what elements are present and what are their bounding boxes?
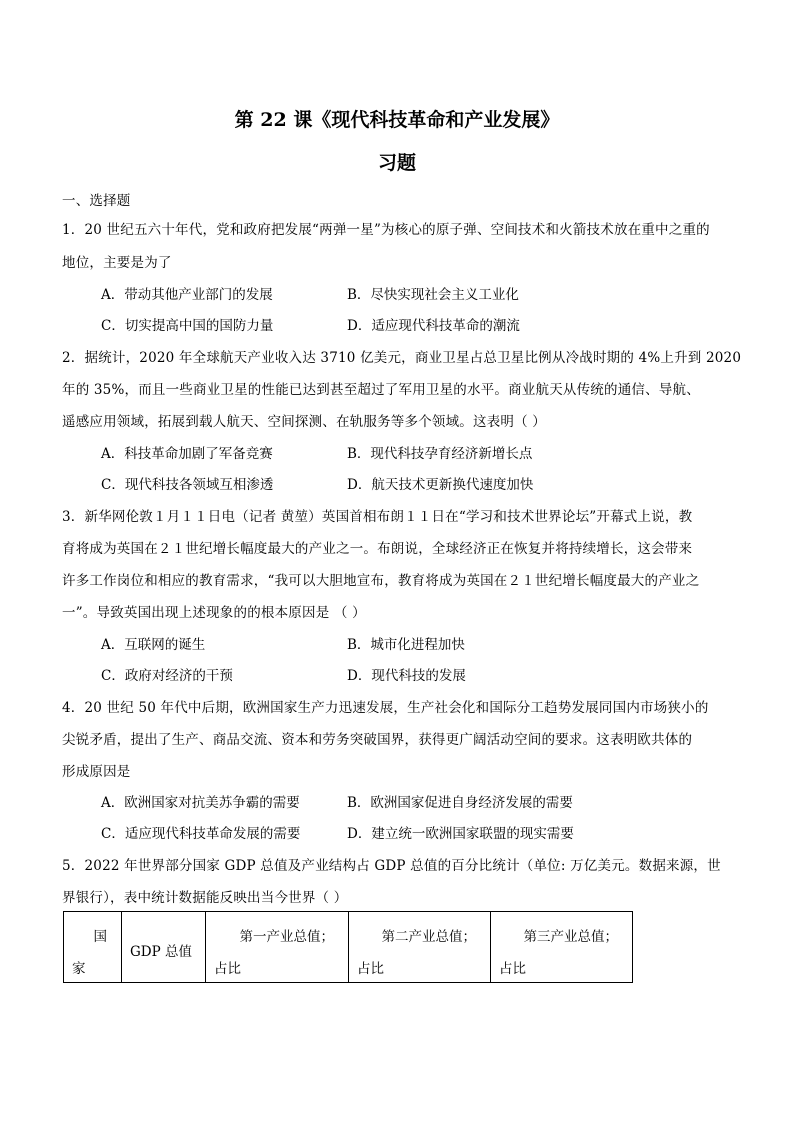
question-3-option-a: A．互联网的诞生 (101, 637, 206, 653)
question-2-line-1: 2．据统计，2020 年全球航天产业收入达 3710 亿美元，商业卫星占总卫星比例从冷战时期的 4%上升到 2020 (62, 350, 742, 366)
header-country (64, 912, 122, 983)
question-3-option-c: C．政府对经济的干预 (101, 668, 233, 684)
header-secondary-top: 第二产业总值； (381, 929, 476, 945)
question-3-line-4: 一”。导致英国出现上述现象的的根本原因是 （ ） (62, 605, 366, 621)
header-secondary-bottom: 占比 (357, 961, 384, 977)
header-gdp (122, 912, 206, 983)
header-country-bottom: 家 (72, 961, 86, 977)
question-1-option-c: C．切实提高中国的国防力量 (101, 318, 274, 334)
question-4-option-b: B．欧洲国家促进自身经济发展的需要 (347, 795, 573, 811)
question-5-line-2: 界银行），表中统计数据能反映出当今世界（ ） (62, 890, 348, 906)
question-1-option-d: D．适应现代科技革命的潮流 (347, 318, 520, 334)
question-4-line-3: 形成原因是 (62, 764, 131, 780)
header-tertiary-industry (491, 912, 633, 983)
header-primary-bottom: 占比 (214, 961, 241, 977)
header-tertiary-bottom: 占比 (499, 961, 526, 977)
header-tertiary-top: 第三产业总值； (523, 929, 618, 945)
header-primary-top: 第一产业总值； (239, 929, 334, 945)
question-1-line-1: 1．20 世纪五六十年代，党和政府把发展“两弹一星”为核心的原子弹、空间技术和火箭技术放在重中之重的 (62, 222, 710, 238)
header-primary-industry (206, 912, 349, 983)
question-5-line-1: 5．2022 年世界部分国家 GDP 总值及产业结构占 GDP 总值的百分比统计（单位: 万亿美元。数据来源，世 (62, 858, 721, 874)
header-gdp-label: GDP 总值 (130, 944, 192, 960)
question-3-line-1: 3．新华网伦敦１月１１日电（记者 黄堃）英国首相布朗１１日在“学习和技术世界论坛”开幕式上说，教 (62, 509, 693, 525)
section-heading: 一、选择题 (62, 193, 131, 209)
question-3-option-b: B．城市化进程加快 (347, 637, 465, 653)
question-4-option-d: D．建立统一欧洲国家联盟的现实需要 (347, 826, 574, 842)
header-country-top: 国 (93, 929, 107, 945)
exercise-subtitle: 习题 (377, 152, 416, 174)
question-2-line-2: 年的 35%，而且一些商业卫星的性能已达到甚至超过了军用卫星的水平。商业航天从传统的通信、导航、 (62, 382, 700, 398)
question-4-line-1: 4．20 世纪 50 年代中后期，欧洲国家生产力迅速发展，生产社会化和国际分工趋势发展同国内市场狭小的 (62, 700, 709, 716)
table-header-row (64, 912, 633, 983)
question-4-option-c: C．适应现代科技革命发展的需要 (101, 826, 301, 842)
question-3-line-2: 育将成为英国在２１世纪增长幅度最大的产业之一。布朗说，全球经济正在恢复并将持续增长，这会带来 (62, 541, 693, 557)
question-3-line-3: 许多工作岗位和相应的教育需求，“我可以大胆地宣布，教育将成为英国在２１世纪增长幅度最大的产业之 (62, 573, 700, 589)
question-1-option-b: B．尽快实现社会主义工业化 (347, 287, 519, 303)
question-2-line-3: 遥感应用领域，拓展到载人航天、空间探测、在轨服务等多个领域。这表明（ ） (62, 414, 546, 430)
gdp-table (63, 911, 633, 983)
lesson-title: 第 22 课《现代科技革命和产业发展》 (234, 109, 560, 131)
question-1-line-2: 地位，主要是为了 (62, 255, 172, 271)
question-1-option-a: A．带动其他产业部门的发展 (101, 287, 273, 303)
question-2-option-d: D．航天技术更新换代速度加快 (347, 477, 534, 493)
question-2-option-a: A．科技革命加剧了军备竞赛 (101, 446, 273, 462)
question-4-line-2: 尖锐矛盾，提出了生产、商品交流、资本和劳务突破国界，获得更广阔活动空间的要求。这表明欧共体的 (62, 732, 693, 748)
question-2-option-c: C．现代科技各领域互相渗透 (101, 477, 274, 493)
question-3-option-d: D．现代科技的发展 (347, 668, 466, 684)
header-secondary-industry (349, 912, 491, 983)
question-2-option-b: B．现代科技孕育经济新增长点 (347, 446, 533, 462)
question-4-option-a: A．欧洲国家对抗美苏争霸的需要 (101, 795, 300, 811)
